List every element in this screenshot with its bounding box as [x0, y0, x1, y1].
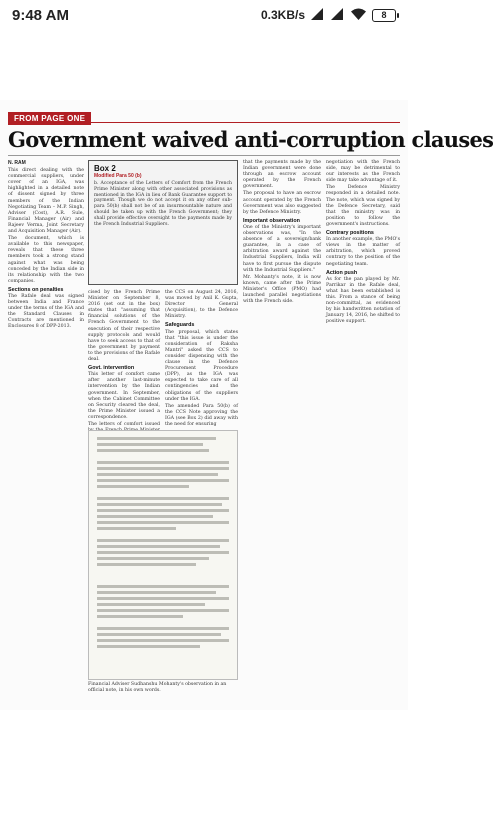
- col1-paragraph: The document, which is available to this newspaper, reveals that these three members took a strong stand against what was being conceded by the Indian side in its relationship with the two companies.: [8, 236, 84, 284]
- network-speed: 0.3KB/s: [260, 8, 305, 22]
- bottom-blank-area: [0, 710, 408, 816]
- subhead-penalties: Sections on penalties: [8, 286, 64, 293]
- col1-paragraph: This direct dealing with the commercial suppliers, under cover of an IGA, was highlighted in a detailed note of dissent signed by three members of the Indian Negotiating Team – M.P. Singh, Adviser (Cost), A.R. Sule, Financial Manager (Air) and Rajeev Verma, Joint Secretary and Acquisition Manager (Air).: [8, 168, 84, 235]
- col5-paragraph: negotiation with the French side, may be detrimental to our interests as the French side may take advantage of it.: [326, 160, 400, 184]
- headline: Government waived anti-corruption clauses: [8, 127, 493, 152]
- article-column-3: [165, 290, 238, 426]
- wifi-icon: [351, 8, 366, 23]
- col4-paragraph: One of the Ministry's important observations was, "In the absence of a sovereign/bank guarantee, in a case of arbitration award against the Industrial Suppliers, India will have to first pursue the dispute with the Industrial Suppliers.": [243, 224, 321, 273]
- article-column-1: [8, 160, 84, 705]
- signal-icon: [311, 8, 325, 23]
- status-time: 9:48 AM: [12, 6, 69, 24]
- col3-paragraph: The proposal, which states that "this issue is under the consideration of Raksha Mantri" asked the CCS to consider dispensing with the clause in the Defence Procurement Procedure (DPP), as the IGA was expected to take care of all contingencies and the obligations of the suppliers under the IGA.: [165, 329, 238, 402]
- article-column-5: [326, 160, 400, 705]
- subhead-important-observation: Important observation: [243, 217, 300, 224]
- image-caption: Financial Adviser Sudhanshu Mohanty's observation in an official note, in his own words.: [88, 682, 227, 693]
- col5-paragraph: As for the pan played by Mr. Parrikar in the Rafale deal, what has been established is this. From a stance of being non-committal, as evidenced by his handwritten notation of January 14, 2016, he shifted to positive support.: [326, 276, 400, 325]
- section-band: FROM PAGE ONE: [8, 112, 91, 125]
- box-title: Box 2: [94, 164, 116, 173]
- col5-paragraph: In another example, the PMO's views in the matter of arbitration, which proved contrary to the position of the negotiating team.: [326, 237, 400, 267]
- subhead-safeguards: Safeguards: [165, 322, 195, 329]
- article-column-2: [88, 290, 160, 426]
- box-2: [88, 160, 238, 285]
- col2-paragraph: This letter of comfort came after another last-minute intervention by the Indian government. In September, when the Cabinet Committee on Security cleared the deal, the Prime Minister issued a correspondence.: [88, 372, 160, 420]
- top-rule: [8, 122, 400, 123]
- col3-paragraph: The amended Para 50(b) of the CCS Note approving the IGA (see Box 2) did away with the need for ensuring: [165, 403, 238, 427]
- subhead-action-push: Action push: [326, 269, 358, 276]
- col1-paragraph: The Rafale deal was signed between India and France under the terms of the IGA and the Standard Clauses in Contracts are mentioned in Enclosures 8 of DPP-2013.: [8, 293, 84, 330]
- col4-paragraph: Mr. Mohanty's note, it is now known, came after the Prime Minister's Office (PMO) had launched parallel negotiations with the French side.: [243, 274, 321, 305]
- col4-paragraph: The proposal to have an escrow account operated by the French Government was also suggested by the Defence Ministry.: [243, 191, 321, 215]
- newspaper-page[interactable]: [0, 100, 493, 710]
- document-image: [88, 430, 238, 680]
- subhead-contrary-positions: Contrary positions: [326, 230, 374, 237]
- col4-paragraph: that the payments made by the Indian government were done through an escrow account operated by the French government.: [243, 160, 321, 190]
- col3-paragraph: the CCS on August 24, 2016, was moved by Anil K. Gupta, Director General (Acquisition), to the Defence Ministry.: [165, 290, 238, 320]
- subhead-govt-intervention: Govt. intervention: [88, 365, 135, 372]
- headline-rule: [8, 155, 400, 156]
- box-subtitle: Modified Para 50 (b): [94, 173, 142, 179]
- signal-icon-secondary: [331, 8, 345, 23]
- battery-icon: 8: [372, 9, 396, 22]
- status-right: [261, 8, 396, 23]
- status-bar: [0, 0, 408, 30]
- byline: N. RAM: [8, 160, 26, 166]
- col2-paragraph: The letters of comfort issued: [88, 421, 160, 427]
- article-column-4: [243, 160, 321, 705]
- col2-paragraph: cised by the French Prime Minister on September 8, 2016 (set out in the box) states that "assuming that financial solutions of the French Government to the execution of their respective supply protocols and would have to seek access to that of the government by payment to the provisions of the Rafale deal.: [88, 290, 160, 363]
- box-text: b. Acceptance of the Letters of Comfort from the French Prime Minister along with other associated provisions as mentioned in the IGA in lieu of Bank Guarantee support to payment. Though we do not accept it on any other sub-para 50(b) shall not be of an insurmountable nature and should be taken up with the French Government; they shall provide effective oversight to the payments made by the French Industrial Suppliers.: [94, 181, 232, 227]
- col5-paragraph: The Defence Ministry responded in a detailed note. The note, which was signed by the Defence Secretary, said that the ministry was in position to follow the government's instructions.: [326, 185, 400, 227]
